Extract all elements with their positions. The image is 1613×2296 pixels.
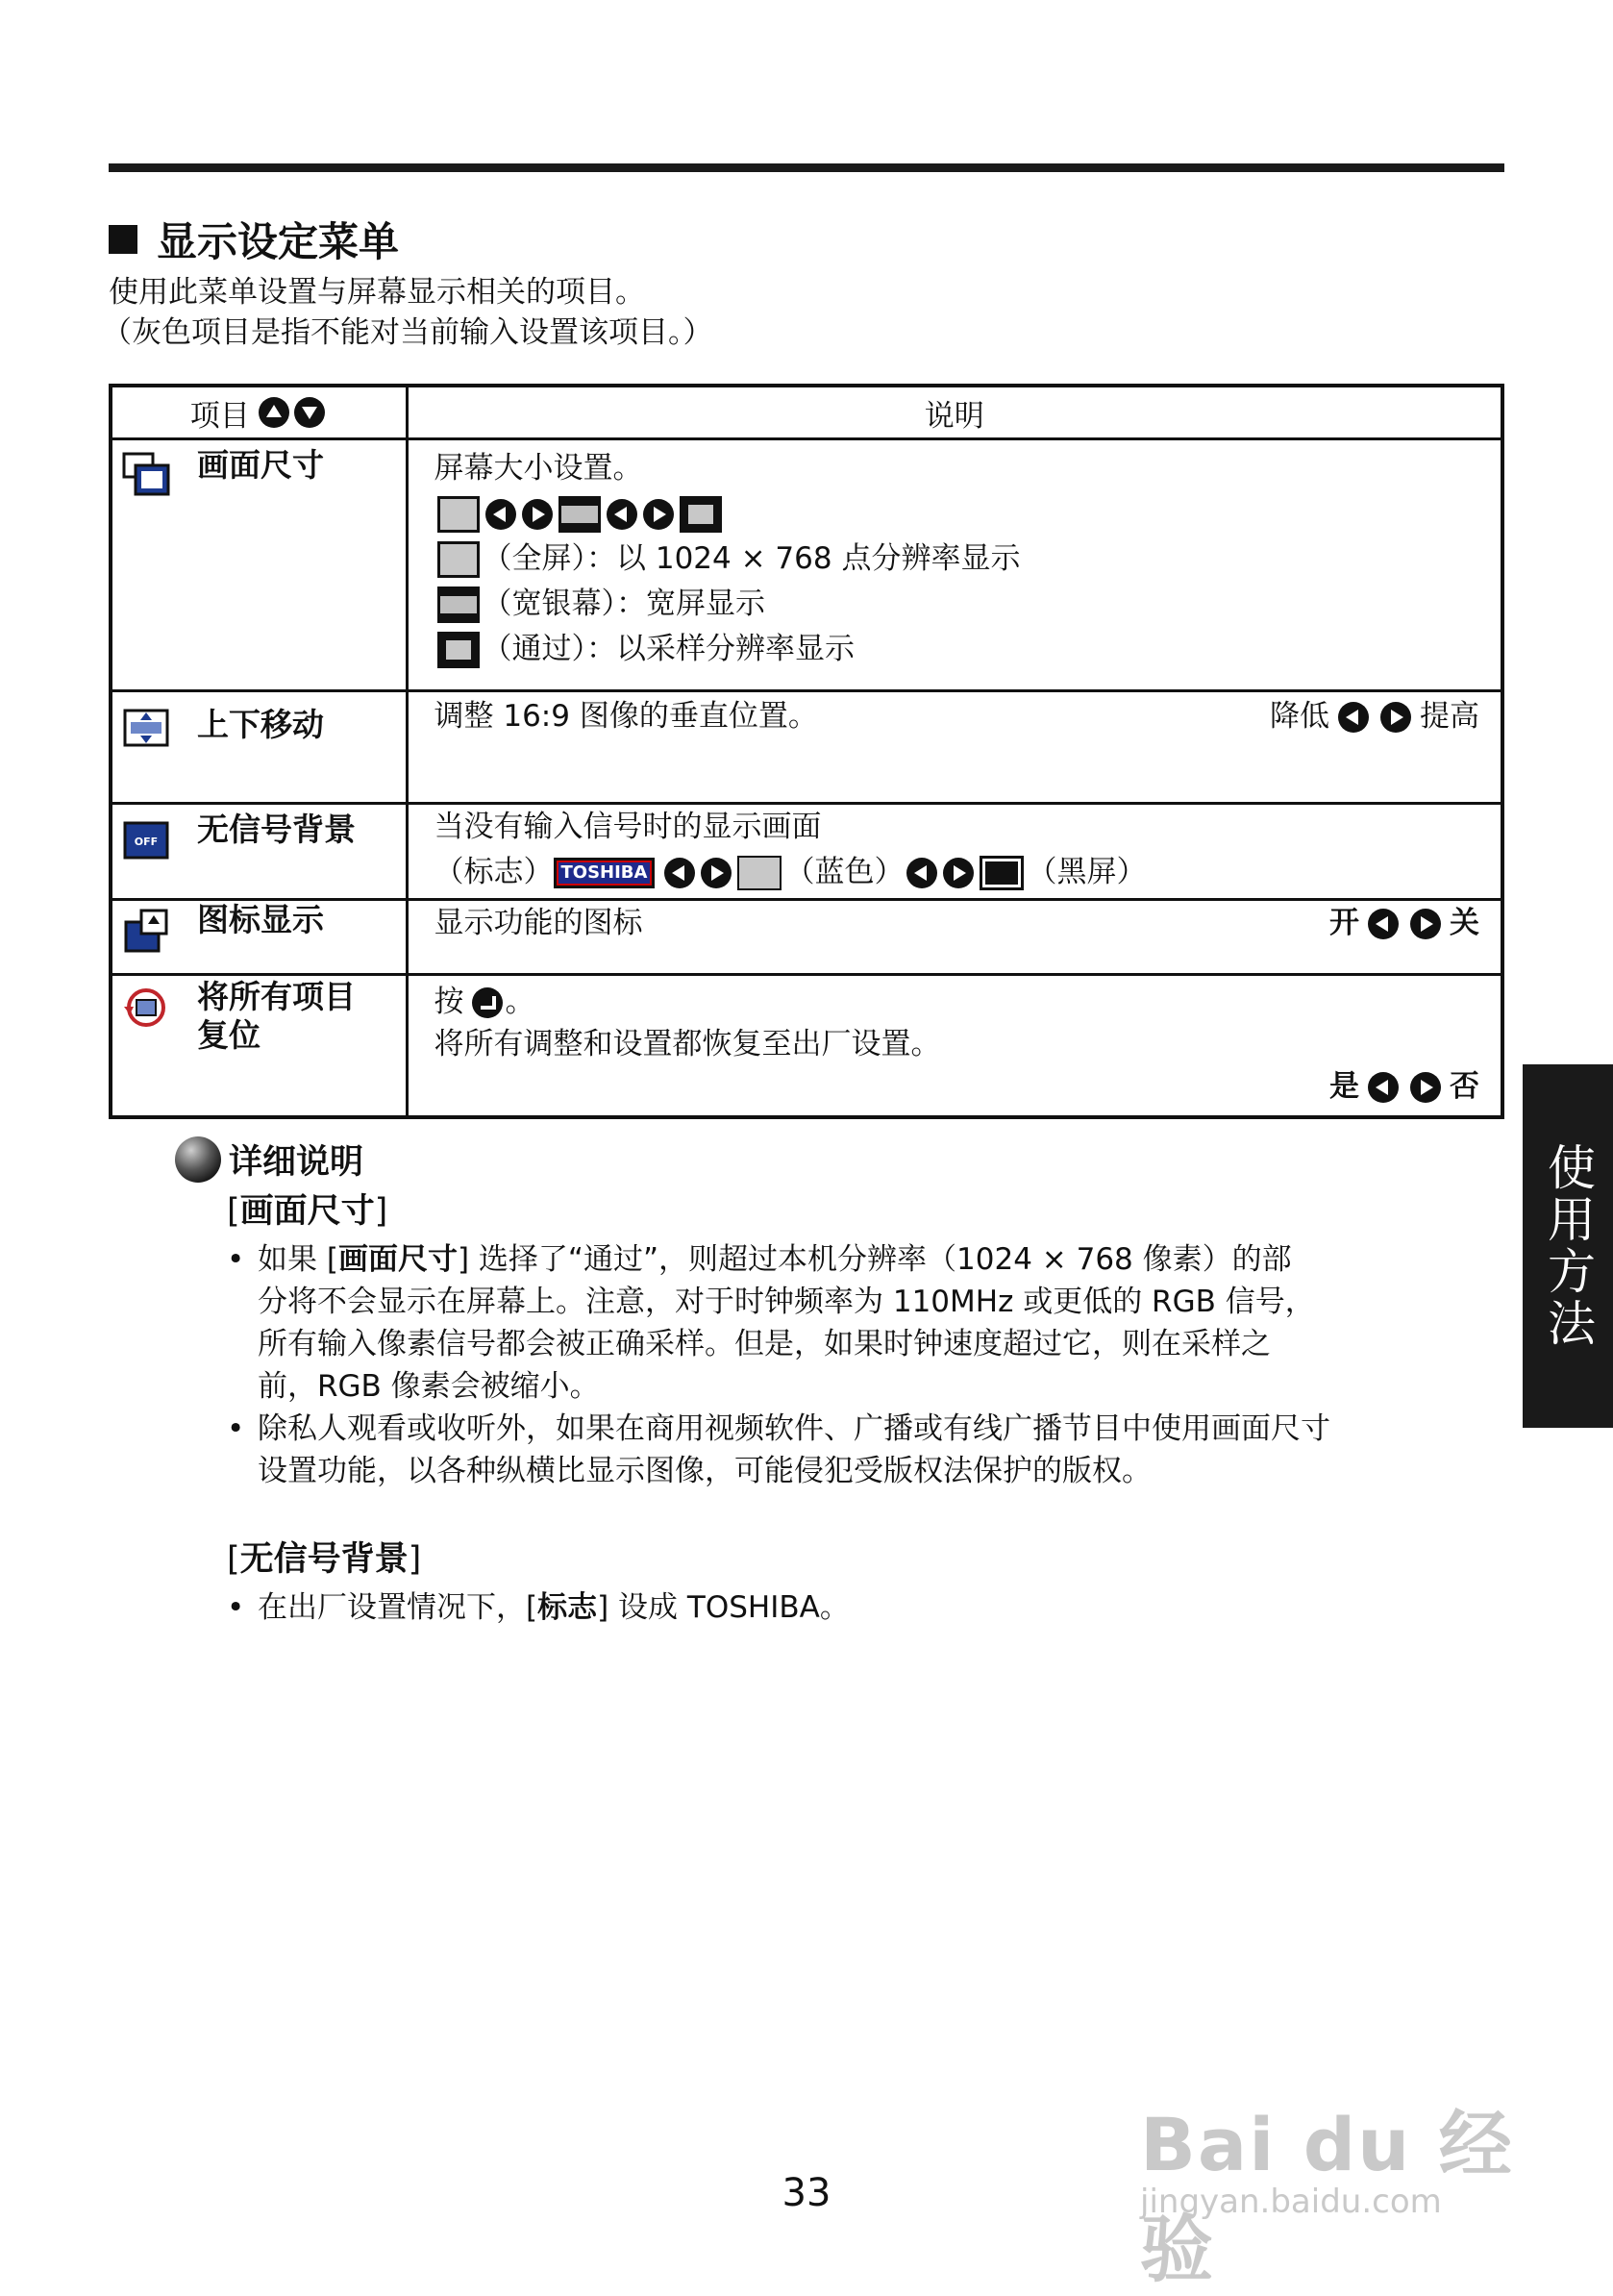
press-text: 按 [434,985,464,1019]
raise-label: 提高 [1420,699,1479,734]
bracket-close: ] [374,1192,388,1231]
item-cell-reset-all [111,975,407,1117]
item-cell-no-signal [111,804,407,900]
text-run: 如果 [ [258,1242,338,1277]
wide-screen-icon [437,586,480,623]
desc-cell-reset-all [407,975,1502,1117]
para-line: 除私人观看或收听外，如果在商用视频软件、广播或有线广播节目中使用画面尺寸 [258,1411,1330,1446]
blue-option-text: （蓝色） [784,855,905,889]
text-run: ] 选择了“通过”，则超过本机分辨率（1024 × 768 像素）的部 [457,1242,1292,1277]
ball-bullet-icon [175,1136,221,1183]
full-screen-icon [437,541,480,578]
icon-display-icon [122,909,170,953]
chapter-tab [1523,1064,1613,1428]
watermark-url: jingyan.baidu.com [1140,2183,1442,2221]
intro-note: （灰色项目是指不能对当前输入设置该项目。） [102,315,713,350]
table-header-row [111,386,1502,439]
black-screen-icon [980,856,1024,890]
desc-cell-icon-display [407,900,1502,975]
wide-option-text: （宽银幕）：宽屏显示 [482,586,765,621]
item-label-reset-all [197,978,356,1055]
full-option-text: （全屏）：以 1024 × 768 点分辨率显示 [482,541,1021,576]
bold-run: 画面尺寸 [337,1242,458,1277]
right-arrow-icon [701,858,732,888]
desc-line: 调整 16:9 图像的垂直位置。 [434,699,818,734]
desc-line: 屏幕大小设置。 [434,451,643,486]
details-heading [175,1136,363,1184]
lower-label: 降低 [1270,699,1329,734]
item-cell-icon-display [111,900,407,975]
desc-cell-vertical-shift [407,691,1502,804]
left-arrow-icon [485,499,516,530]
right-arrow-icon [1410,909,1441,939]
bullet-dot: • [227,1590,245,1625]
text-run: ] 设成 TOSHIBA。 [597,1590,850,1625]
black-option-text: （黑屏） [1027,855,1147,889]
off-text: OFF [134,836,159,848]
press-period: 。 [505,985,535,1019]
item-label-line: 复位 [197,1016,261,1054]
bracket-close: ] [408,1540,422,1579]
bracket-open: [ [227,1540,240,1579]
chapter-tab-label: 使用方法 [1540,1142,1596,1350]
yes-no-range [1329,1064,1479,1110]
wide-screen-icon [558,496,601,533]
right-arrow-icon [522,499,553,530]
desc-line: 显示功能的图标 [434,906,643,940]
full-option [434,537,1501,582]
table-row [111,900,1502,975]
display-settings-table [109,384,1504,1119]
item-label-screen-size: 画面尺寸 [197,446,324,484]
adjust-range [1270,694,1479,739]
off-label: 关 [1450,906,1479,940]
thru-option [434,627,1501,672]
subheading-screen-size [227,1185,387,1233]
on-off-range [1329,901,1479,946]
desc-cell-screen-size [407,439,1502,691]
bullet-screen-size-1 [227,1238,1505,1408]
bullet-no-signal-1 [227,1586,1505,1629]
left-arrow-icon [906,858,937,888]
thru-screen-icon [437,632,480,668]
thru-screen-icon [680,496,722,533]
intro-text: 使用此菜单设置与屏幕显示相关的项目。 [109,275,645,310]
bullet-dot: • [227,1242,245,1277]
left-arrow-icon [664,858,695,888]
page-number: 33 [782,2171,831,2215]
thru-option-text: （通过）：以采样分辨率显示 [482,632,855,666]
table-row [111,439,1502,691]
down-arrow-icon [294,397,325,428]
bullet-screen-size-2 [227,1408,1505,1492]
no-label: 否 [1450,1069,1479,1104]
desc-cell-no-signal [407,804,1502,900]
bullet-dot: • [227,1411,245,1446]
right-arrow-icon [643,499,674,530]
subheading-no-signal [227,1533,421,1581]
item-label-no-signal: 无信号背景 [197,811,356,848]
top-rule [109,163,1504,172]
blue-screen-icon [737,856,782,890]
square-bullet-icon [109,225,137,254]
bracket-open: [ [227,1192,240,1231]
para-line [258,1238,1505,1281]
text-run: 在出厂设置情况下，[ [258,1590,538,1625]
reset-all-icon [122,986,170,1030]
para-line: 所有输入像素信号都会被正确采样。但是，如果时钟速度超过它，则在采样之 [258,1327,1271,1361]
item-label-icon-display: 图标显示 [197,901,324,938]
left-arrow-icon [1338,702,1369,733]
vertical-shift-icon [122,706,170,750]
table-row [111,804,1502,900]
para-line: 分将不会显示在屏幕上。注意，对于时钟频率为 110MHz 或更低的 RGB 信号， [258,1285,1315,1319]
header-item-label: 项目 [189,398,250,434]
item-cell-vertical-shift [111,691,407,804]
screen-size-cycle [434,491,1501,537]
right-arrow-icon [943,858,974,888]
yes-label: 是 [1329,1069,1359,1104]
logo-option-text: （标志） [434,855,554,889]
subheading-name: 无信号背景 [239,1540,409,1579]
on-label: 开 [1329,906,1359,940]
screen-size-icon [122,452,170,496]
left-arrow-icon [1368,1072,1399,1103]
item-label-vertical-shift: 上下移动 [197,706,324,743]
details-title: 详细说明 [229,1143,364,1182]
bold-run: 标志 [537,1590,598,1625]
table-row [111,691,1502,804]
full-screen-icon [437,496,480,533]
header-desc-cell: 说明 [407,386,1502,439]
no-signal-background-icon [122,818,170,862]
item-cell-screen-size [111,439,407,691]
item-label-line: 将所有项目 [197,978,356,1015]
right-arrow-icon [1380,702,1411,733]
wide-option [434,582,1501,627]
section-heading [109,213,399,265]
subheading-name: 画面尺寸 [239,1192,375,1231]
toshiba-logo: TOSHIBA [554,858,656,888]
desc-line: 将所有调整和设置都恢复至出厂设置。 [434,1026,941,1061]
table-row [111,975,1502,1117]
enter-icon [472,987,503,1018]
press-line [434,980,1501,1025]
section-title: 显示设定菜单 [157,218,400,265]
watermark-brand: Bai du 经验 [1140,2102,1514,2292]
para-line: 设置功能，以各种纵横比显示图像，可能侵犯受版权法保护的版权。 [258,1454,1152,1488]
desc-line: 当没有输入信号时的显示画面 [434,810,822,844]
header-item-cell [111,386,407,439]
left-arrow-icon [1368,909,1399,939]
background-options [434,850,1501,895]
left-arrow-icon [607,499,637,530]
right-arrow-icon [1410,1072,1441,1103]
para-line: 前，RGB 像素会被缩小。 [258,1369,600,1404]
para-line [258,1586,1505,1629]
up-arrow-icon [259,397,289,428]
